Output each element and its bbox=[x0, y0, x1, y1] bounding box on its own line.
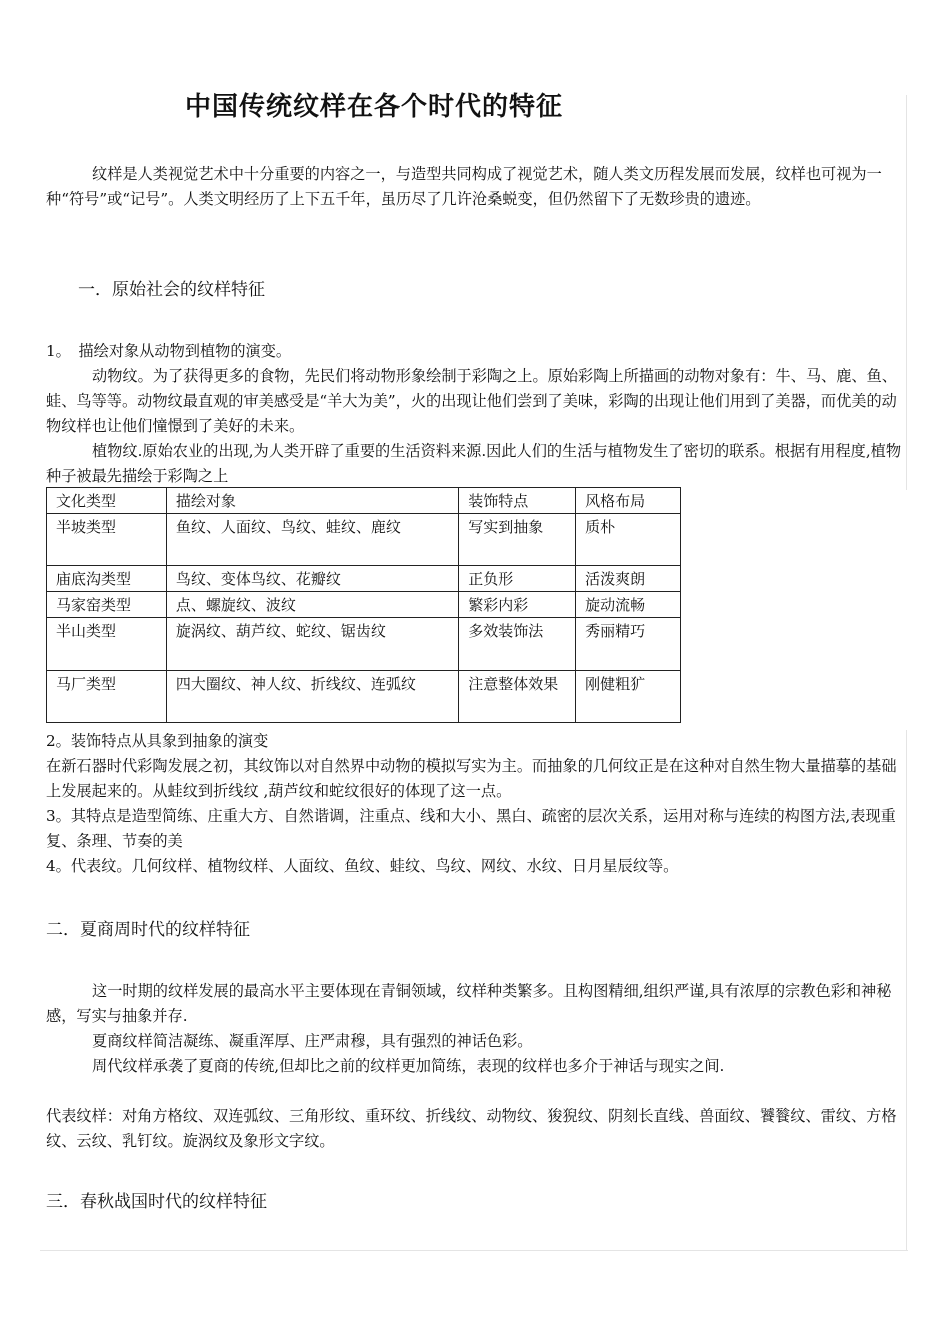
table-cell: 正负形 bbox=[459, 566, 576, 592]
table-cell: 活泼爽朗 bbox=[576, 566, 681, 592]
table-cell: 四大圈纹、神人纹、折线纹、连弧纹 bbox=[166, 671, 458, 723]
table-cell: 马家窑类型 bbox=[47, 592, 167, 618]
animal-pattern-paragraph: 动物纹。为了获得更多的食物，先民们将动物形象绘制于彩陶之上。原始彩陶上所描画的动物对象有：牛、马、鹿、鱼、蛙、鸟等等。动物纹最直观的审美感受是“羊大为美”，火的出现让他们尝到了美味，彩陶的出现让他们用到了美器，而优美的动物纹样也让他们憧憬到了美好的未来。 bbox=[46, 367, 897, 435]
intro-paragraph: 纹样是人类视觉艺术中十分重要的内容之一，与造型共同构成了视觉艺术，随人类文历程发展而发展，纹样也可视为一种“符号”或“记号”。人类文明经历了上下五千年，虽历尽了几许沧桑蜕变，但仍然留下了无数珍贵的遗迹。 bbox=[46, 165, 882, 208]
point-1-title: 1。 描绘对象从动物到植物的演变。 bbox=[46, 342, 292, 360]
table-row bbox=[47, 618, 681, 671]
point-2-title: 2。装饰特点从具象到抽象的演变 bbox=[46, 732, 269, 750]
table-cell: 注意整体效果 bbox=[459, 671, 576, 723]
table-cell: 鱼纹、人面纹、鸟纹、蛙纹、鹿纹 bbox=[166, 514, 458, 566]
table-cell: 刚健粗犷 bbox=[576, 671, 681, 723]
bronze-era-paragraph: 这一时期的纹样发展的最高水平主要体现在青铜领域，纹样种类繁多。且构图精细,组织严谨,具有浓厚的宗教色彩和神秘感，写实与抽象并存. bbox=[46, 982, 892, 1025]
page-edge-line bbox=[40, 1250, 908, 1251]
section-heading-spring-autumn: 三．春秋战国时代的纹样特征 bbox=[46, 1192, 267, 1212]
table-header-cell: 装饰特点 bbox=[459, 488, 576, 514]
point-2-paragraph: 在新石器时代彩陶发展之初，其纹饰以对自然界中动物的模拟写实为主。而抽象的几何纹正是在这种对自然生物大量描摹的基础上发展起来的。从蛙纹到折线纹 ,葫芦纹和蛇纹很好的体现了这一点。 bbox=[46, 757, 897, 800]
section-heading-xia-shang-zhou: 二．夏商周时代的纹样特征 bbox=[46, 920, 250, 940]
table-cell: 鸟纹、变体鸟纹、花瓣纹 bbox=[166, 566, 458, 592]
representative-patterns-paragraph: 代表纹样：对角方格纹、双连弧纹、三角形纹、重环纹、折线纹、动物纹、狻猊纹、阴刻长直线、兽面纹、饕餮纹、雷纹、方格纹、云纹、乳钉纹。旋涡纹及象形文字纹。 bbox=[46, 1107, 897, 1150]
zhou-paragraph: 周代纹样承袭了夏商的传统,但却比之前的纹样更加简练，表现的纹样也多介于神话与现实之间. bbox=[92, 1057, 725, 1075]
table-cell: 繁彩内彩 bbox=[459, 592, 576, 618]
table-cell: 写实到抽象 bbox=[459, 514, 576, 566]
table-cell: 马厂类型 bbox=[47, 671, 167, 723]
table-row bbox=[47, 592, 681, 618]
table-header-cell: 文化类型 bbox=[47, 488, 167, 514]
table-cell: 半山类型 bbox=[47, 618, 167, 671]
table-cell: 质朴 bbox=[576, 514, 681, 566]
table-cell: 旋动流畅 bbox=[576, 592, 681, 618]
table-cell: 庙底沟类型 bbox=[47, 566, 167, 592]
table-cell: 半坡类型 bbox=[47, 514, 167, 566]
point-3-paragraph: 3。其特点是造型简练、庄重大方、自然谐调，注重点、线和大小、黑白、疏密的层次关系，运用对称与连续的构图方法,表现重复、条理、节奏的美 bbox=[46, 807, 896, 850]
plant-pattern-paragraph: 植物纹.原始农业的出现,为人类开辟了重要的生活资料来源.因此人们的生活与植物发生了密切的联系。根据有用程度,植物种子被最先描绘于彩陶之上 bbox=[46, 442, 902, 485]
table-header-cell: 描绘对象 bbox=[166, 488, 458, 514]
section-heading-primitive: 一．原始社会的纹样特征 bbox=[78, 280, 265, 300]
table-cell: 多效装饰法 bbox=[459, 618, 576, 671]
document-title: 中国传统纹样在各个时代的特征 bbox=[185, 92, 564, 122]
table-cell: 点、螺旋纹、波纹 bbox=[166, 592, 458, 618]
table-row bbox=[47, 566, 681, 592]
table-cell: 旋涡纹、葫芦纹、蛇纹、锯齿纹 bbox=[166, 618, 458, 671]
table-header-row bbox=[47, 488, 681, 514]
table-header-cell: 风格布局 bbox=[576, 488, 681, 514]
table-row bbox=[47, 514, 681, 566]
table-cell: 秀丽精巧 bbox=[576, 618, 681, 671]
culture-type-table bbox=[46, 487, 681, 723]
table-row bbox=[47, 671, 681, 723]
point-4-paragraph: 4。代表纹。几何纹样、植物纹样、人面纹、鱼纹、蛙纹、鸟纹、网纹、水纹、日月星辰纹等。 bbox=[46, 857, 679, 875]
xia-shang-paragraph: 夏商纹样简洁凝练、凝重浑厚、庄严肃穆，具有强烈的神话色彩。 bbox=[92, 1032, 533, 1050]
